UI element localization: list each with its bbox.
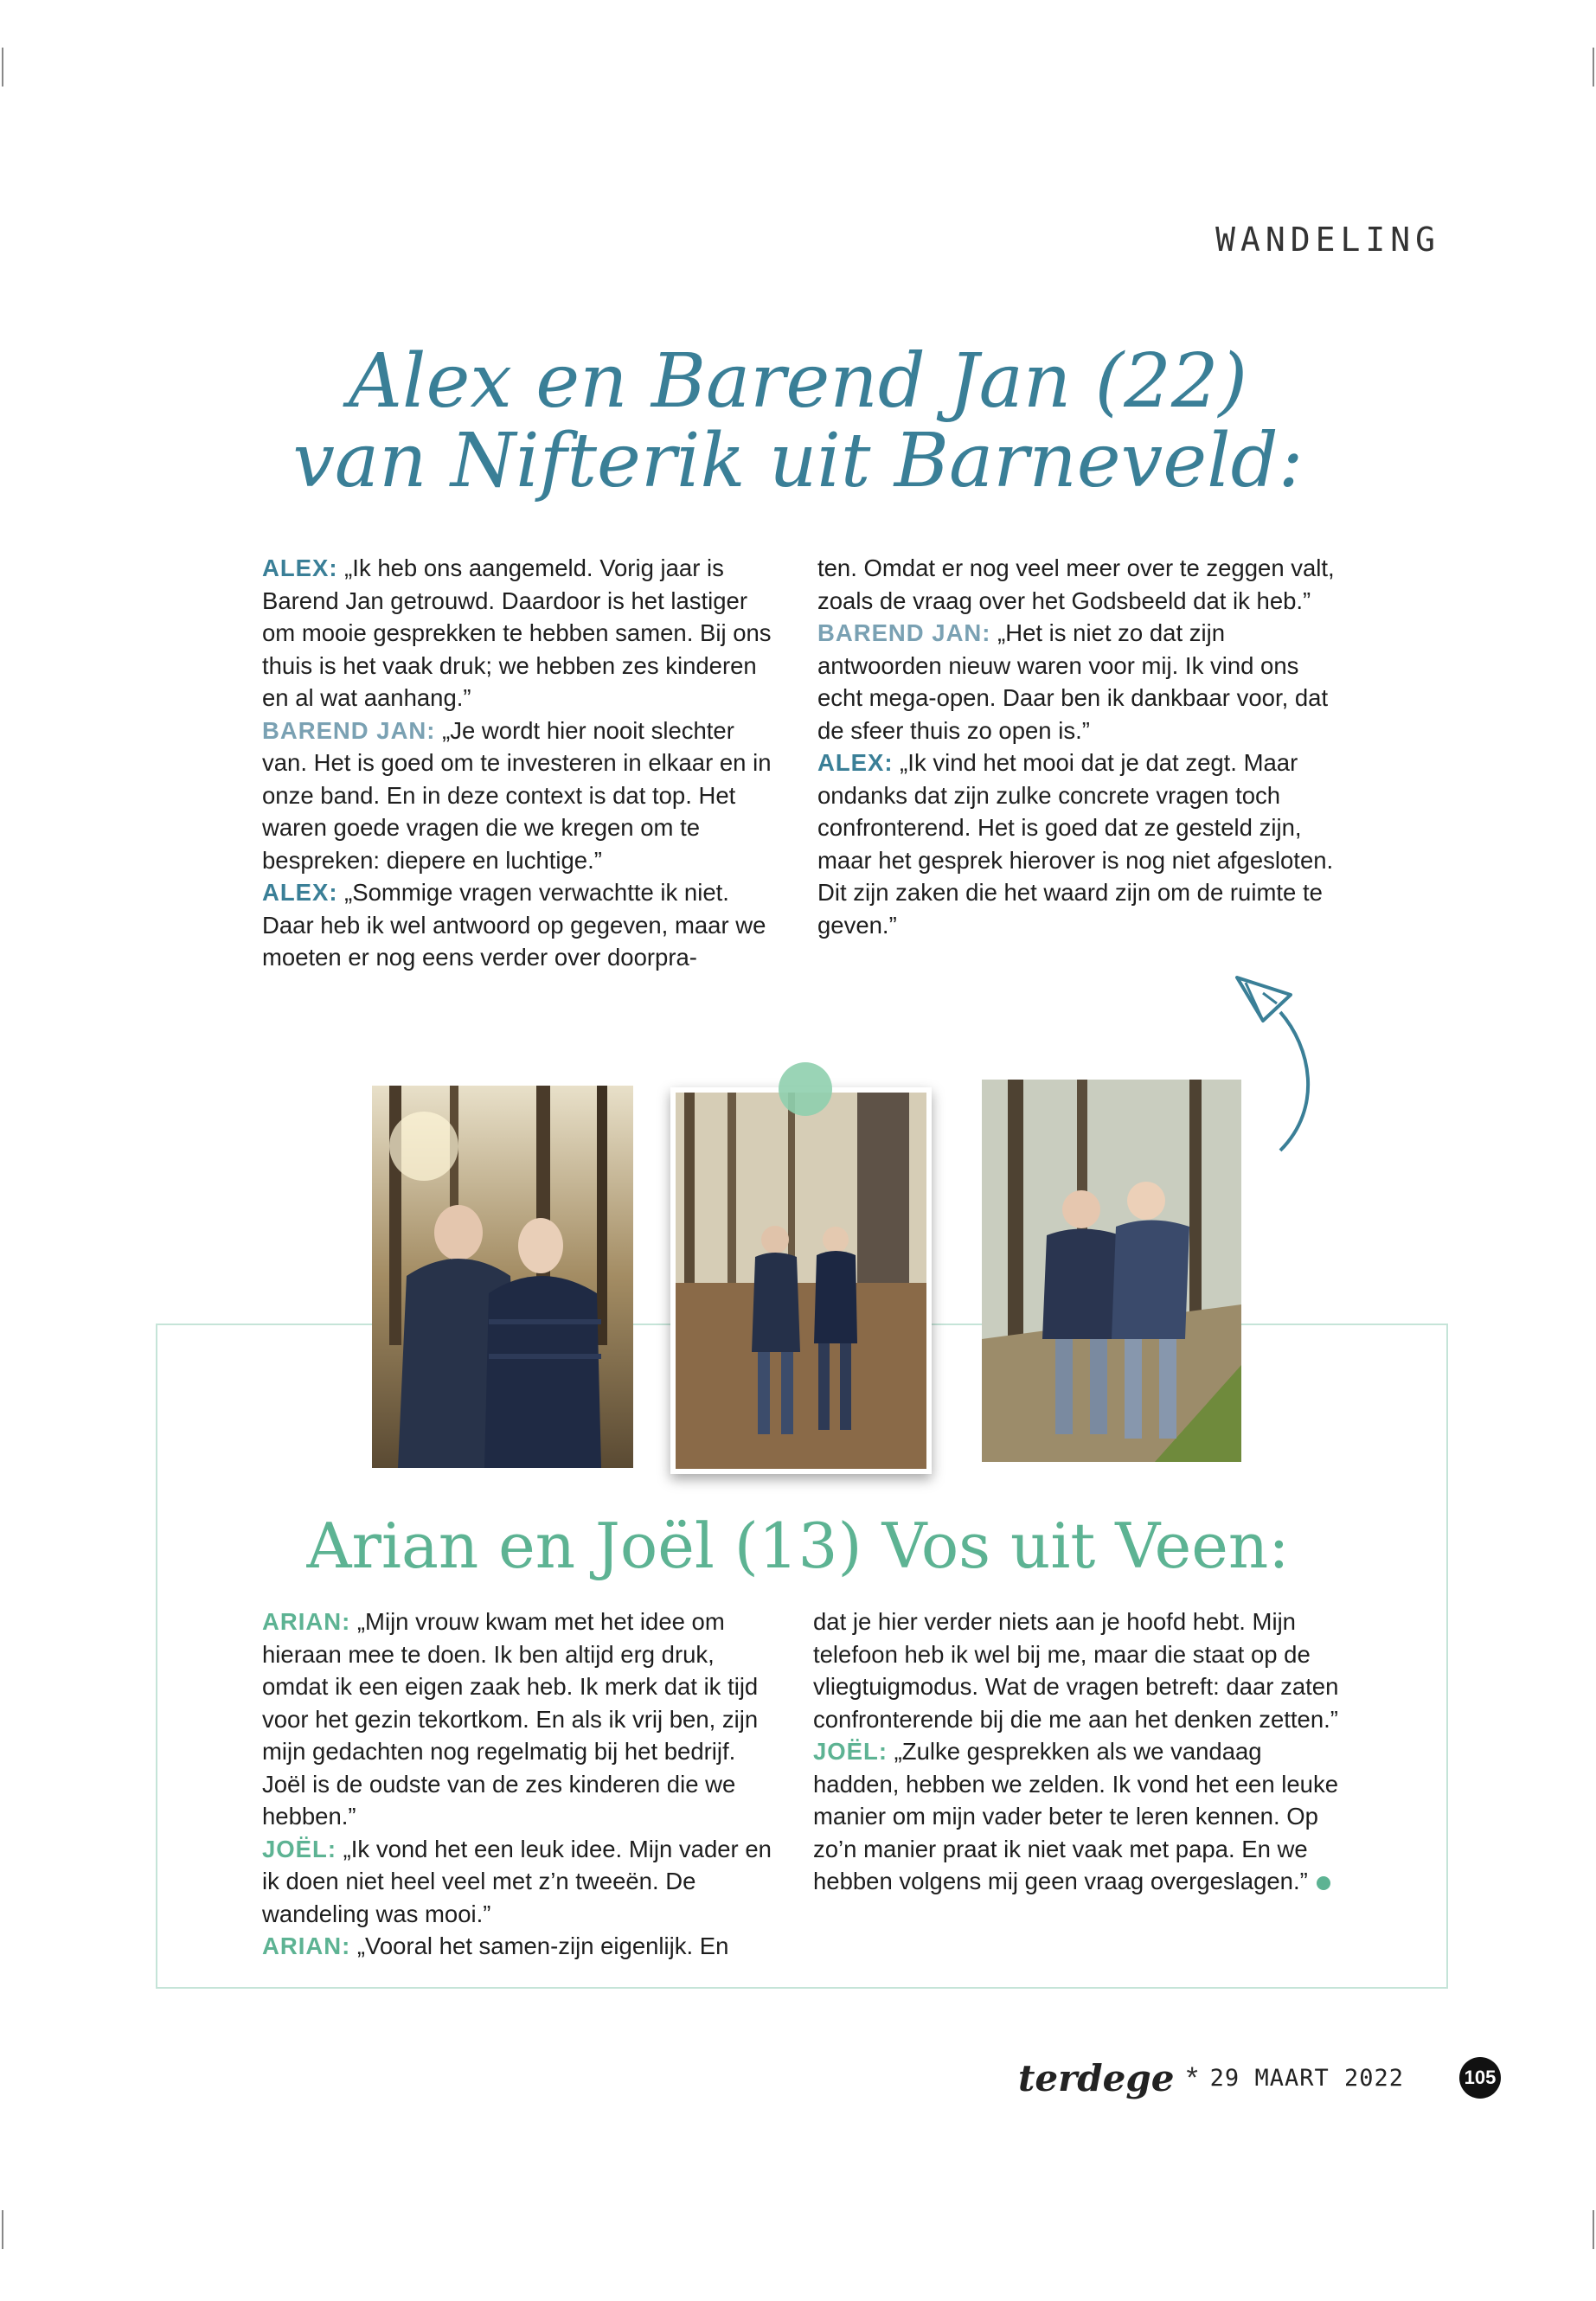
paragraph-text: dat je hier verder niets aan je hoofd hebt. Mijn telefoon heb ik wel bij me, maar die staat op de vliegtuigmodus. Wat de vragen betreft: daar zaten confronterende bij die me aan het denken zetten.” [813, 1608, 1339, 1733]
paragraph-text: „Ik heb ons aangemeld. Vorig jaar is Barend Jan getrouwd. Daardoor is het lastiger om mooie gesprekken te hebben samen. Bij ons thuis is het vaak druk; we hebben zes kinderen en al wat aanhang.” [262, 554, 772, 711]
paragraph [262, 715, 772, 877]
speaker-label: ARIAN: [262, 1932, 351, 1959]
paragraph [262, 552, 772, 715]
article2-column1 [262, 1606, 781, 1963]
paragraph-text: „Zulke gesprekken als we vandaag hadden, hebben we zelden. Ik vond het een leuke manier om mijn vader beter te leren kennen. Op zo’n manier praat ik niet vaak met papa. En we hebben volgens mij geen vraag overgeslagen.” [813, 1738, 1339, 1894]
paragraph [262, 1833, 781, 1931]
crop-mark [1593, 2210, 1594, 2249]
photo-father-son-portrait [372, 1086, 633, 1468]
paragraph-text: „Je wordt hier nooit slechter van. Het is goed om te investeren in elkaar en in onze band. En in deze context is dat top. Het waren goede vragen die we kregen om te bespreken: diepere en luchtige.” [262, 716, 772, 874]
decorative-dot [779, 1062, 832, 1116]
paragraph-text: ten. Omdat er nog veel meer over te zeggen valt, zoals de vraag over het Godsbeeld dat ik heb.” [817, 554, 1335, 614]
article1-title-line1: Alex en Barend Jan (22) [348, 338, 1248, 425]
article2-column2 [813, 1606, 1345, 1898]
speaker-label: ARIAN: [262, 1608, 351, 1635]
paragraph [262, 876, 772, 974]
paragraph [813, 1735, 1345, 1898]
crop-mark [2, 48, 3, 87]
section-label: WANDELING [1215, 221, 1440, 259]
paragraph-text: „Mijn vrouw kwam met het idee om hieraan mee te doen. Ik ben altijd erg druk, omdat ik een eigen zaak heb. Ik merk dat ik tijd voor het gezin tekortkom. En als ik vrij ben, zijn mijn gedachten nog regelmatig bij het bedrijf. Joël is de oudste van de zes kinderen die we hebben.” [262, 1608, 759, 1830]
article1-column2 [817, 552, 1336, 941]
speaker-label: JOËL: [813, 1738, 888, 1765]
arrow-icon [1228, 969, 1332, 1163]
speaker-label: ALEX: [817, 749, 894, 776]
article2-title: Arian en Joël (13) Vos uit Veen: [306, 1509, 1290, 1582]
article1-column1 [262, 552, 772, 974]
end-dot-icon [1317, 1876, 1330, 1890]
paragraph [817, 747, 1336, 941]
speaker-label: JOËL: [262, 1835, 337, 1862]
page-footer [1018, 2052, 1501, 2104]
paragraph-text: „Het is niet zo dat zijn antwoorden nieuw waren voor mij. Ik vind ons echt mega-open. Daar ben ik dankbaar voor, dat de sfeer thuis zo open is.” [817, 619, 1329, 744]
paragraph [817, 617, 1336, 747]
photo-walking-forest [670, 1087, 932, 1474]
paragraph-text: „Ik vind het mooi dat je dat zegt. Maar ondanks dat zijn zulke concrete vragen toch confronterend. Het is goed dat ze gesteld zijn, maar het gesprek hierover is nog niet afgesloten. Dit zijn zaken die het waard zijn om de ruimte te geven.” [817, 749, 1334, 939]
paragraph [813, 1606, 1345, 1735]
speaker-label: BAREND JAN: [817, 619, 991, 646]
speaker-label: BAREND JAN: [262, 716, 436, 744]
paragraph [817, 552, 1336, 617]
issue-date: 29 MAART 2022 [1209, 2064, 1404, 2092]
article1-title-line2: van Nifterik uit Barneveld: [292, 418, 1304, 504]
page-number: 105 [1459, 2057, 1501, 2099]
magazine-logo: terdege [1018, 2056, 1175, 2099]
paragraph-text: „Ik vond het een leuk idee. Mijn vader en ik doen niet heel veel met z’n tweeën. De wandeling was mooi.” [262, 1835, 772, 1927]
crop-mark [2, 2210, 3, 2249]
speaker-label: ALEX: [262, 554, 338, 581]
paragraph [262, 1930, 781, 1963]
paragraph-text: „Sommige vragen verwachtte ik niet. Daar heb ik wel antwoord op gegeven, maar we moeten er nog eens verder over doorpra- [262, 879, 766, 971]
photo-arm-in-arm [982, 1080, 1241, 1462]
paragraph [262, 1606, 781, 1833]
crop-mark [1593, 48, 1594, 87]
separator-star: * [1186, 2061, 1198, 2094]
article1-title [0, 338, 1596, 504]
speaker-label: ALEX: [262, 879, 338, 906]
paragraph-text: „Vooral het samen-zijn eigenlijk. En [350, 1932, 729, 1959]
